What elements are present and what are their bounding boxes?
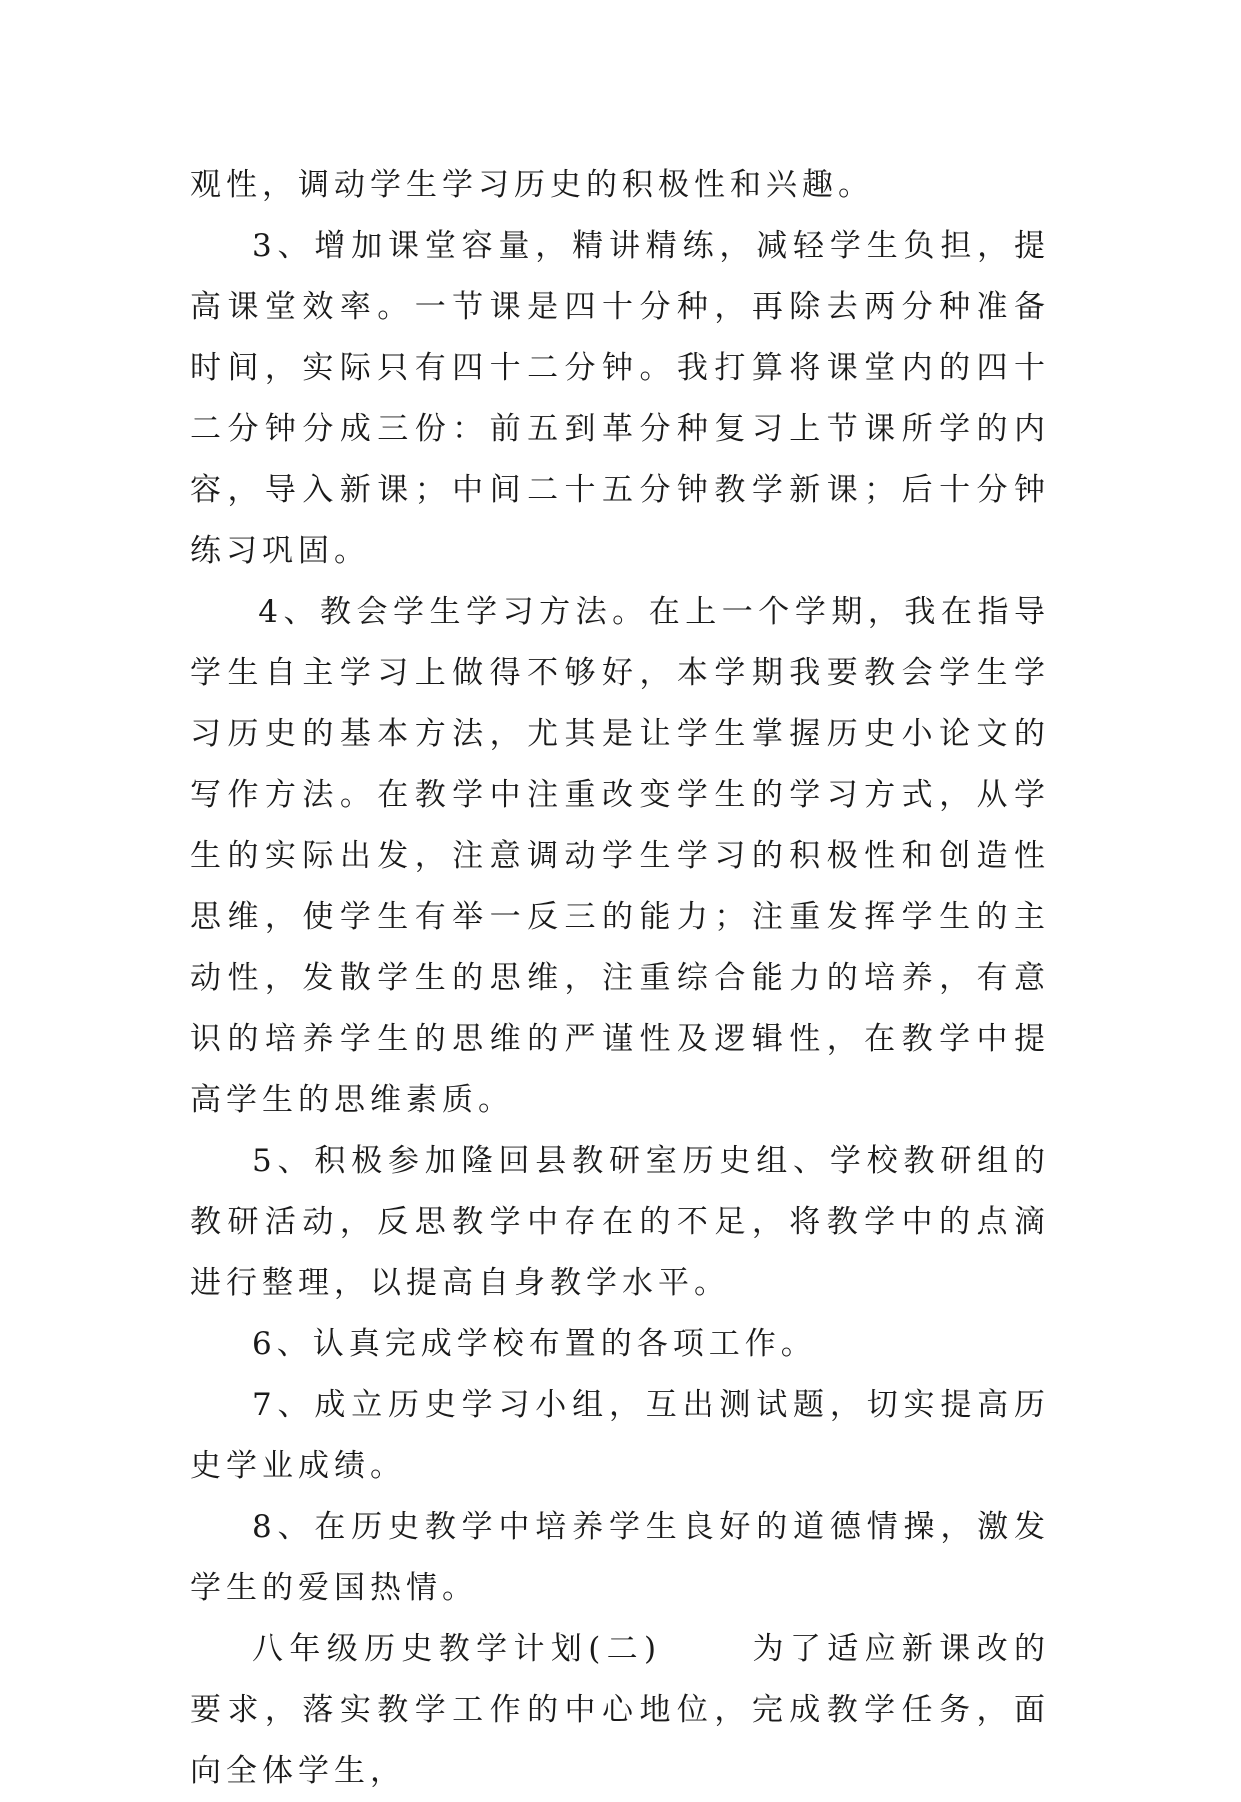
paragraph-8: [190, 1619, 1050, 1802]
paragraph-6: 7、成立历史学习小组，互出测试题，切实提高历史学业成绩。: [190, 1387, 1050, 1484]
paragraph-4: 5、积极参加隆回县教研室历史组、学校教研组的教研活动，反思教学中存在的不足，将教学中的点滴进行整理，以提高自身教学水平。: [190, 1143, 1050, 1301]
document-body: [190, 155, 1050, 1802]
paragraph-2: 3、增加课堂容量，精讲精练，减轻学生负担，提高课堂效率。一节课是四十分种，再除去两分种准备时间，实际只有四十二分钟。我打算将课堂内的四十二分钟分成三份：前五到革分种复习上节课所学的内容，导入新课；中间二十五分钟教学新课；后十分钟练习巩固。: [190, 228, 1050, 569]
paragraph-3: 4、教会学生学习方法。在上一个学期，我在指导学生自主学习上做得不够好，本学期我要教会学生学习历史的基本方法，尤其是让学生掌握历史小论文的写作方法。在教学中注重改变学生的学习方式，从学生的实际出发，注意调动学生学习的积极性和创造性思维，使学生有举一反三的能力；注重发挥学生的主动性，发散学生的思维，注重综合能力的培养，有意识的培养学生的思维的严谨性及逻辑性，在教学中提高学生的思维素质。: [190, 594, 1050, 1118]
paragraph-7: 8、在历史教学中培养学生良好的道德情操，激发学生的爱国热情。: [190, 1509, 1050, 1606]
paragraph-5: 6、认真完成学校布置的各项工作。: [252, 1326, 817, 1362]
section-heading: 八年级历史教学计划(二): [252, 1631, 662, 1667]
paragraph-1: 观性，调动学生学习历史的积极性和兴趣。: [190, 167, 874, 203]
section-intro-text: 为了适应新课改的要求，落实教学工作的中心地位，完成教学任务，面向全体学生，: [190, 1631, 1051, 1789]
